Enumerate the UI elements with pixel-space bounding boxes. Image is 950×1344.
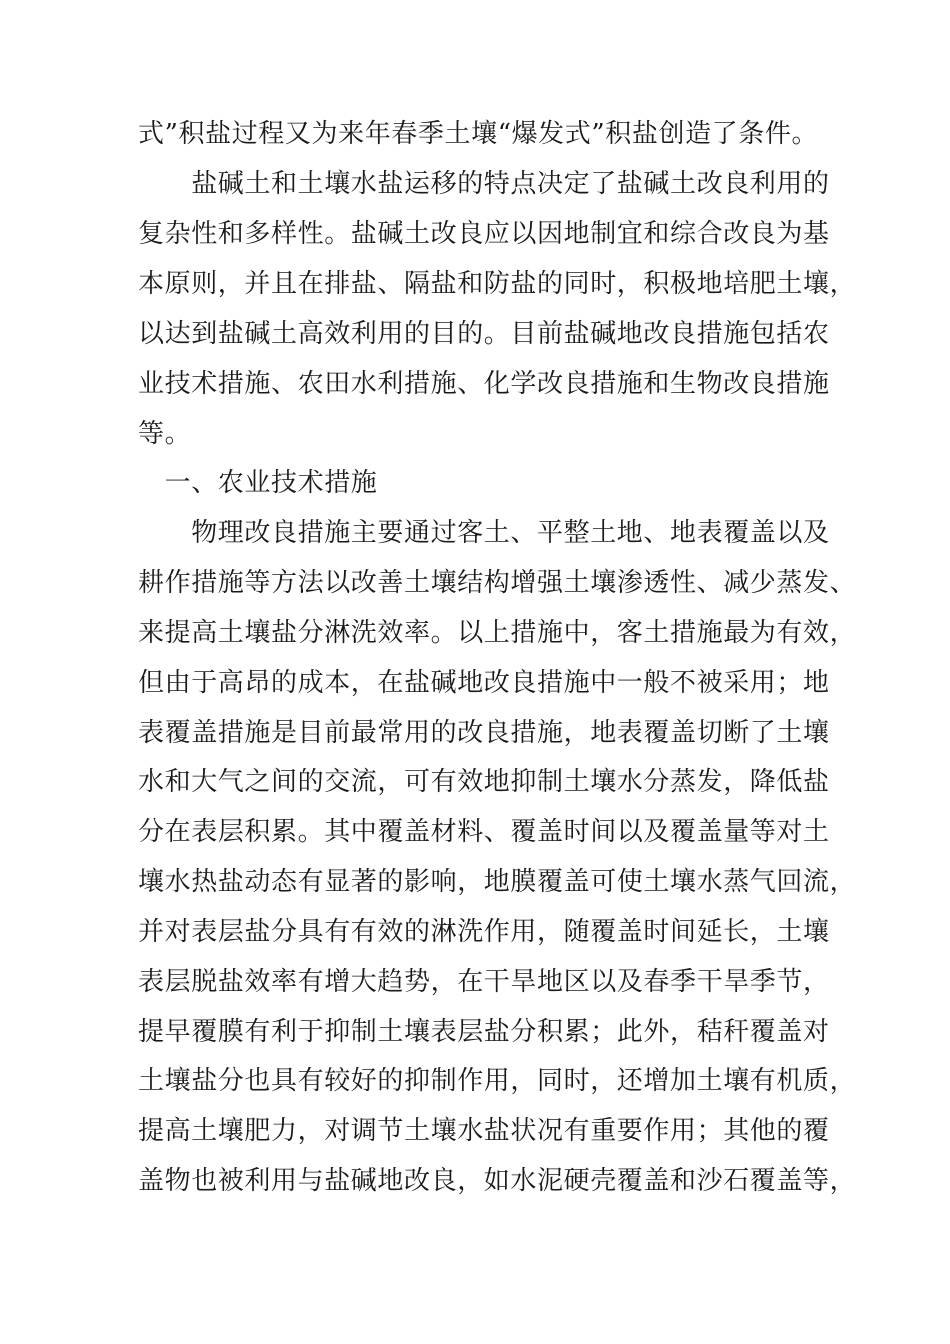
text-line: 水和大气之间的交流，可有效地抑制土壤水分蒸发，降低盐 xyxy=(138,767,830,797)
text-line: 土壤盐分也具有较好的抑制作用，同时，还增加土壤有机质， xyxy=(138,1066,857,1096)
text-line: 提高土壤肥力，对调节土壤水盐状况有重要作用；其他的覆 xyxy=(138,1116,830,1146)
text-line: 耕作措施等方法以改善土壤结构增强土壤渗透性、减少蒸发、 xyxy=(138,568,857,598)
text-line: 表覆盖措施是目前最常用的改良措施，地表覆盖切断了土壤 xyxy=(138,718,830,748)
text-line: 表层脱盐效率有增大趋势，在干旱地区以及春季干旱季节， xyxy=(138,967,830,997)
text-line: 业技术措施、农田水利措施、化学改良措施和生物改良措施 xyxy=(138,369,830,399)
text-line: 来提高土壤盐分淋洗效率。以上措施中，客土措施最为有效， xyxy=(138,618,857,648)
text-line: 以达到盐碱土高效利用的目的。目前盐碱地改良措施包括农 xyxy=(138,319,830,349)
text-line: 式”积盐过程又为来年春季土壤“爆发式”积盐创造了条件。 xyxy=(138,119,819,149)
text-line: 但由于高昂的成本，在盐碱地改良措施中一般不被采用；地 xyxy=(138,668,830,698)
section-heading: 一、农业技术措施 xyxy=(138,468,378,498)
text-line: 本原则，并且在排盐、隔盐和防盐的同时，积极地培肥土壤， xyxy=(138,269,857,299)
text-line: 提早覆膜有利于抑制土壤表层盐分积累；此外，秸秆覆盖对 xyxy=(138,1017,830,1047)
text-line: 物理改良措施主要通过客土、平整土地、地表覆盖以及 xyxy=(138,518,830,548)
text-line: 盖物也被利用与盐碱地改良，如水泥硬壳覆盖和沙石覆盖等， xyxy=(138,1166,857,1196)
text-line: 分在表层积累。其中覆盖材料、覆盖时间以及覆盖量等对土 xyxy=(138,817,830,847)
text-line: 复杂性和多样性。盐碱土改良应以因地制宜和综合改良为基 xyxy=(138,219,830,249)
text-line: 壤水热盐动态有显著的影响，地膜覆盖可使土壤水蒸气回流， xyxy=(138,867,857,897)
text-line: 等。 xyxy=(138,419,192,449)
text-line: 并对表层盐分具有有效的淋洗作用，随覆盖时间延长，土壤 xyxy=(138,917,830,947)
text-line: 盐碱土和土壤水盐运移的特点决定了盐碱土改良利用的 xyxy=(138,169,830,199)
